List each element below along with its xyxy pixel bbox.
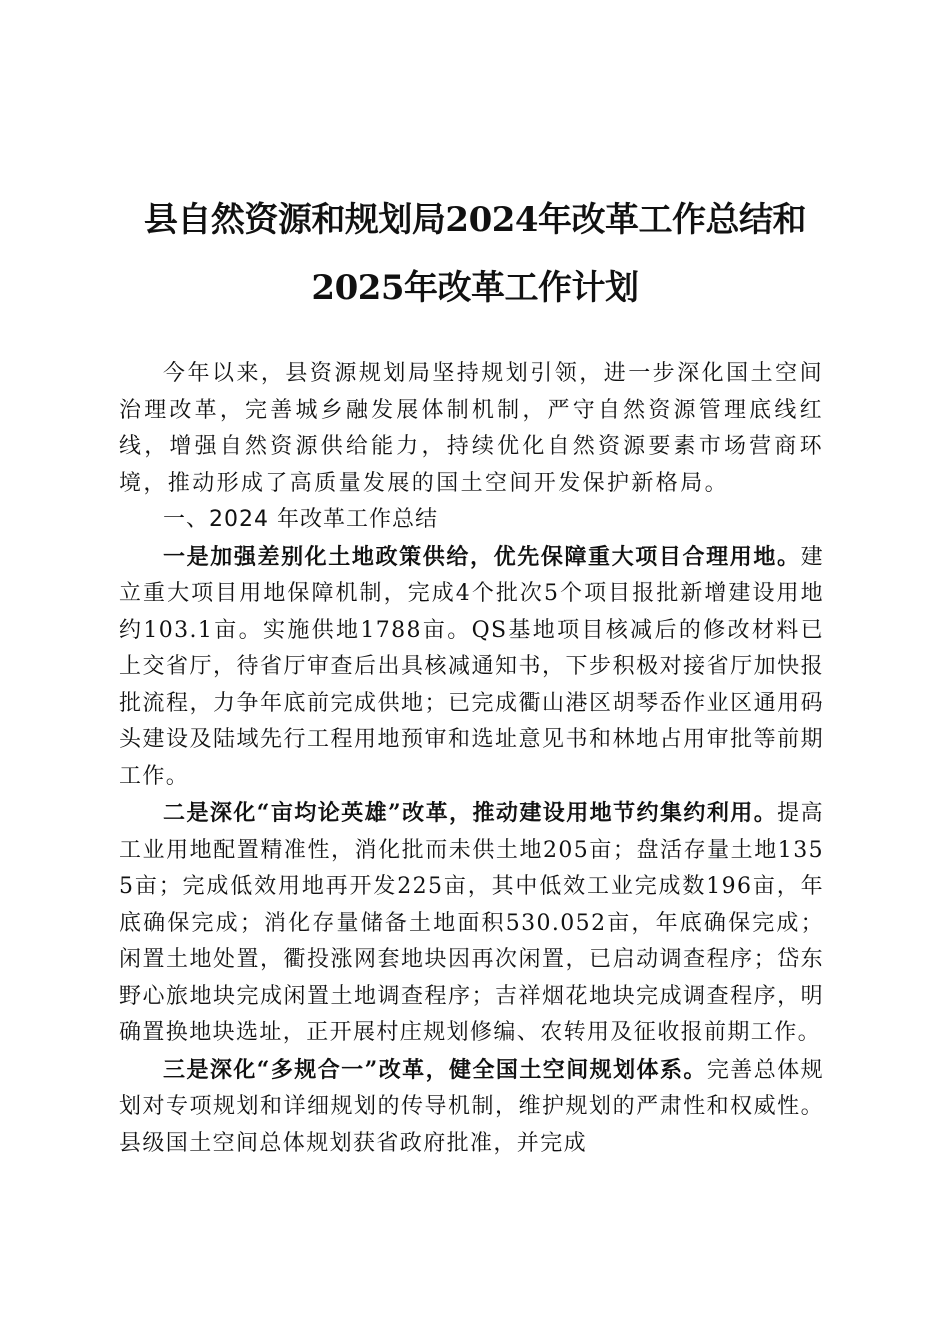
- document-title-line-1: 县自然资源和规划局2024年改革工作总结和: [143, 200, 807, 240]
- document-title-line-2: 2025年改革工作计划: [311, 268, 639, 308]
- summary-item-lead: 一是加强差别化土地政策供给，优先保障重大项目合理用地。: [163, 543, 801, 570]
- summary-item-text: 提高工业用地配置精准性，消化批而未供土地205亩；盘活存量土地1355亩；完成低效用地再开发225亩，其中低效工业完成数196亩，年底确保完成；消化存量储备土地面积530.052亩，年底确保完成；闲置土地处置，衢投涨网套地块因再次闲置，已启动调查程序；岱东野心旅地块完成闲置土地调查程序；吉祥烟花地块完成调查程序，明确置换地块选址，正开展村庄规划修编、农转用及征收报前期工作。: [119, 801, 824, 1045]
- summary-item: [119, 539, 824, 796]
- summary-item-lead: 二是深化“亩均论英雄”改革，推动建设用地节约集约利用。: [163, 800, 778, 826]
- summary-item: [119, 795, 824, 1052]
- summary-item-text: 建立重大项目用地保障机制，完成4个批次5个项目报批新增建设用地约103.1亩。实施供地1788亩。QS基地项目核减后的修改材料已上交省厅，待省厅审查后出具核减通知书，下步积极对接省厅加快报批流程，力争年底前完成供地；已完成衢山港区胡琴岙作业区通用码头建设及陆域先行工程用地预审和选址意见书和林地占用审批等前期工作。: [119, 544, 824, 789]
- summary-item-lead: 三是深化“多规合一”改革，健全国土空间规划体系。: [163, 1056, 707, 1083]
- summary-item-text: 完善总体规划对专项规划和详细规划的传导机制，维护规划的严肃性和权威性。县级国土空间总体规划获省政府批准，并完成: [119, 1057, 824, 1156]
- intro-paragraph: 今年以来，县资源规划局坚持规划引领，进一步深化国土空间治理改革，完善城乡融发展体制机制，严守自然资源管理底线红线，增强自然资源供给能力，持续优化自然资源要素市场营商环境，推动形成了高质量发展的国土空间开发保护新格局。: [119, 361, 824, 496]
- section-heading: 一、2024 年改革工作总结: [163, 507, 438, 532]
- summary-item: [119, 1052, 824, 1163]
- document-body: [119, 356, 824, 1162]
